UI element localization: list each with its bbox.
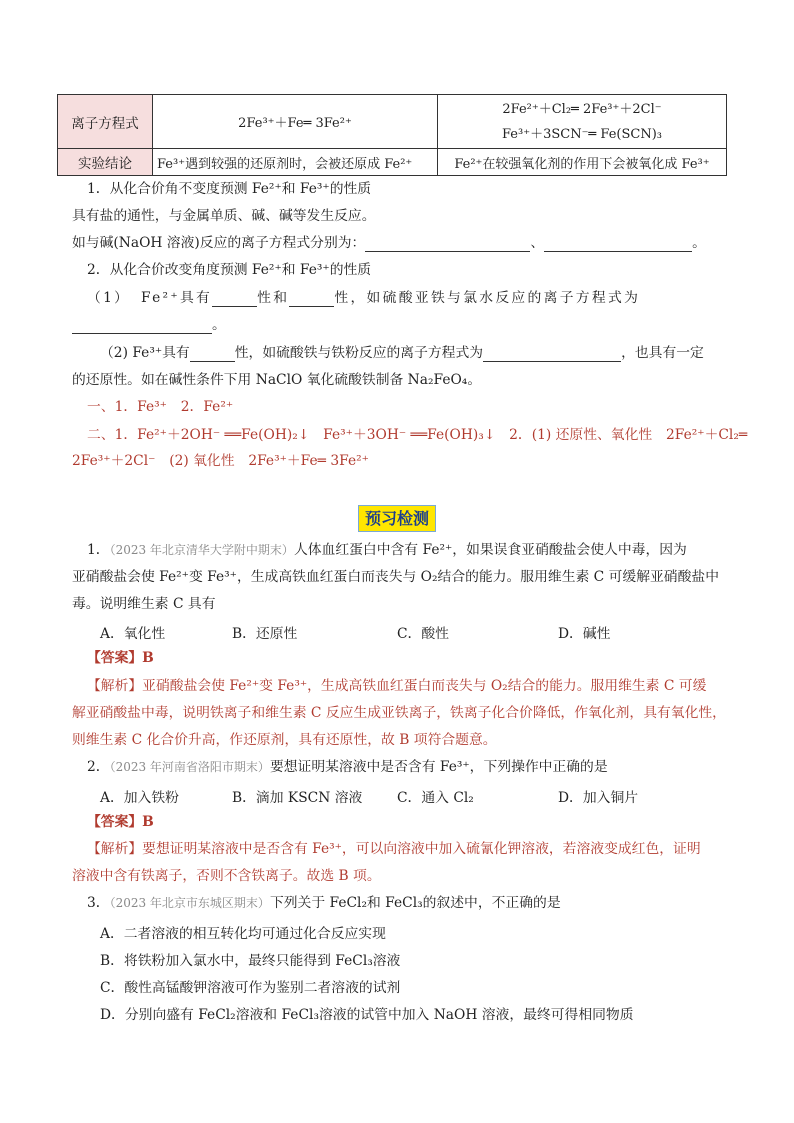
option-d[interactable]: D．分别向盛有 FeCl₂溶液和 FeCl₃溶液的试管中加入 NaOH 溶液，最终可得相同物质 xyxy=(100,1007,634,1023)
fill-blank[interactable] xyxy=(212,292,257,307)
question-text: 要想证明某溶液中是否含有 Fe³⁺，下列操作中正确的是 xyxy=(269,759,608,775)
fill-blank[interactable] xyxy=(289,292,334,307)
table-cell xyxy=(438,95,727,149)
section-title: 预习检测 xyxy=(358,505,436,532)
question-source: （2023 年河南省洛阳市期末） xyxy=(109,760,270,774)
note-line: 2．从化合价改变角度预测 Fe²⁺和 Fe³⁺的性质 xyxy=(87,262,372,278)
option-c[interactable]: C．酸性 xyxy=(397,626,449,642)
note-line xyxy=(72,316,226,334)
option-b[interactable]: B．还原性 xyxy=(232,626,298,642)
note-line xyxy=(87,289,640,307)
text: 性，如硫酸铁与铁粉反应的离子方程式为 xyxy=(234,345,484,361)
answer-label: 【答案】B xyxy=(87,650,154,666)
option-a[interactable]: A．加入铁粉 xyxy=(100,790,179,806)
question-1-line xyxy=(87,541,687,559)
text: 。 xyxy=(692,235,706,251)
note-line: 的还原性。如在碱性条件下用 NaClO 氧化硫酸铁制备 Na₂FeO₄。 xyxy=(72,372,482,388)
text: 、 xyxy=(530,235,545,251)
note-line xyxy=(72,234,706,252)
equation-line: 2Fe²⁺＋Cl₂═ 2Fe³⁺＋2Cl⁻ xyxy=(502,101,662,117)
question-number: 2． xyxy=(87,759,110,775)
answer-label: 【答案】B xyxy=(87,814,154,830)
note-line: 1．从化合价角不变度预测 Fe²⁺和 Fe³⁺的性质 xyxy=(87,181,372,197)
analysis-line: 溶液中含有铁离子，否则不含铁离子。故选 B 项。 xyxy=(72,868,381,884)
table-cell: Fe²⁺在较强氧化剂的作用下会被氧化成 Fe³⁺ xyxy=(438,149,727,176)
option-d[interactable]: D．碱性 xyxy=(558,626,611,642)
option-b[interactable]: B．将铁粉加入氯水中，最终只能得到 FeCl₃溶液 xyxy=(100,953,401,969)
question-number: 1． xyxy=(87,542,110,558)
analysis-line: 【解析】要想证明某溶液中是否含有 Fe³⁺，可以向溶液中加入硫氰化钾溶液，若溶液变成红色，证明 xyxy=(87,841,701,857)
question-1-line: 亚硝酸盐会使 Fe²⁺变 Fe³⁺，生成高铁血红蛋白而丧失与 O₂结合的能力。服用维生素 C 可缓解亚硝酸盐中 xyxy=(72,569,719,585)
option-d[interactable]: D．加入铜片 xyxy=(558,790,639,806)
question-source: （2023 年北京清华大学附中期末） xyxy=(109,543,294,557)
note-line xyxy=(100,344,704,362)
fill-blank[interactable] xyxy=(190,347,235,362)
table-row xyxy=(58,95,727,149)
row-header-conclusion: 实验结论 xyxy=(58,149,153,176)
question-source: （2023 年北京市东城区期末） xyxy=(109,896,270,910)
question-3-line xyxy=(87,894,561,912)
fill-blank[interactable] xyxy=(483,347,621,362)
option-a[interactable]: A．二者溶液的相互转化均可通过化合反应实现 xyxy=(100,926,386,942)
table-cell: Fe³⁺遇到较强的还原剂时，会被还原成 Fe²⁺ xyxy=(153,149,438,176)
answer-line: 2Fe³⁺＋2Cl⁻ (2) 氧化性 2Fe³⁺＋Fe═ 3Fe²⁺ xyxy=(72,453,369,469)
fill-blank[interactable] xyxy=(365,237,530,252)
text: 性和 xyxy=(257,290,290,306)
fill-blank[interactable] xyxy=(544,237,692,252)
table-cell: 2Fe³⁺＋Fe═ 3Fe²⁺ xyxy=(153,95,438,149)
row-header-ionic-equation: 离子方程式 xyxy=(58,95,153,149)
text: （1） Fe²⁺具有 xyxy=(87,290,213,306)
note-line: 具有盐的通性，与金属单质、碱、碱等发生反应。 xyxy=(72,208,376,224)
text: 。 xyxy=(212,317,226,333)
answer-line: 二、1．Fe²⁺＋2OH⁻ ══Fe(OH)₂↓ Fe³⁺＋3OH⁻ ══Fe(OH)₃↓ 2．(1) 还原性、氧化性 2Fe²⁺＋Cl₂═ xyxy=(87,427,748,443)
analysis-line: 解亚硝酸盐中毒，说明铁离子和维生素 C 反应生成亚铁离子，铁离子化合价降低，作氧化剂，具有氧化性， xyxy=(72,705,726,721)
text: （2) Fe³⁺具有 xyxy=(100,345,190,361)
text: 性，如硫酸亚铁与氯水反应的离子方程式为 xyxy=(334,290,641,306)
question-text: 下列关于 FeCl₂和 FeCl₃的叙述中，不正确的是 xyxy=(269,895,561,911)
analysis-line: 则维生素 C 化合价升高，作还原剂，具有还原性，故 B 项符合题意。 xyxy=(72,732,497,748)
text: 如与碱(NaOH 溶液)反应的离子方程式分别为： xyxy=(72,235,366,251)
answer-line: 一、1．Fe³⁺ 2．Fe²⁺ xyxy=(87,399,234,415)
text: ，也具有一定 xyxy=(621,345,704,361)
question-2-line xyxy=(87,758,608,776)
fill-blank[interactable] xyxy=(72,319,212,334)
option-c[interactable]: C．通入 Cl₂ xyxy=(397,790,474,806)
question-1-line: 毒。说明维生素 C 具有 xyxy=(72,596,216,612)
option-c[interactable]: C．酸性高锰酸钾溶液可作为鉴别二者溶液的试剂 xyxy=(100,980,401,996)
analysis-line: 【解析】亚硝酸盐会使 Fe²⁺变 Fe³⁺，生成高铁血红蛋白而丧失与 O₂结合的能力。服用维生素 C 可缓 xyxy=(87,678,707,694)
option-b[interactable]: B．滴加 KSCN 溶液 xyxy=(232,790,363,806)
option-a[interactable]: A．氧化性 xyxy=(100,626,166,642)
question-text: 人体血红蛋白中含有 Fe²⁺，如果误食亚硝酸盐会使人中毒，因为 xyxy=(293,542,687,558)
equation-line: Fe³⁺＋3SCN⁻═ Fe(SCN)₃ xyxy=(502,126,662,142)
question-number: 3． xyxy=(87,895,110,911)
table-row xyxy=(58,149,727,176)
comparison-table xyxy=(57,94,727,176)
